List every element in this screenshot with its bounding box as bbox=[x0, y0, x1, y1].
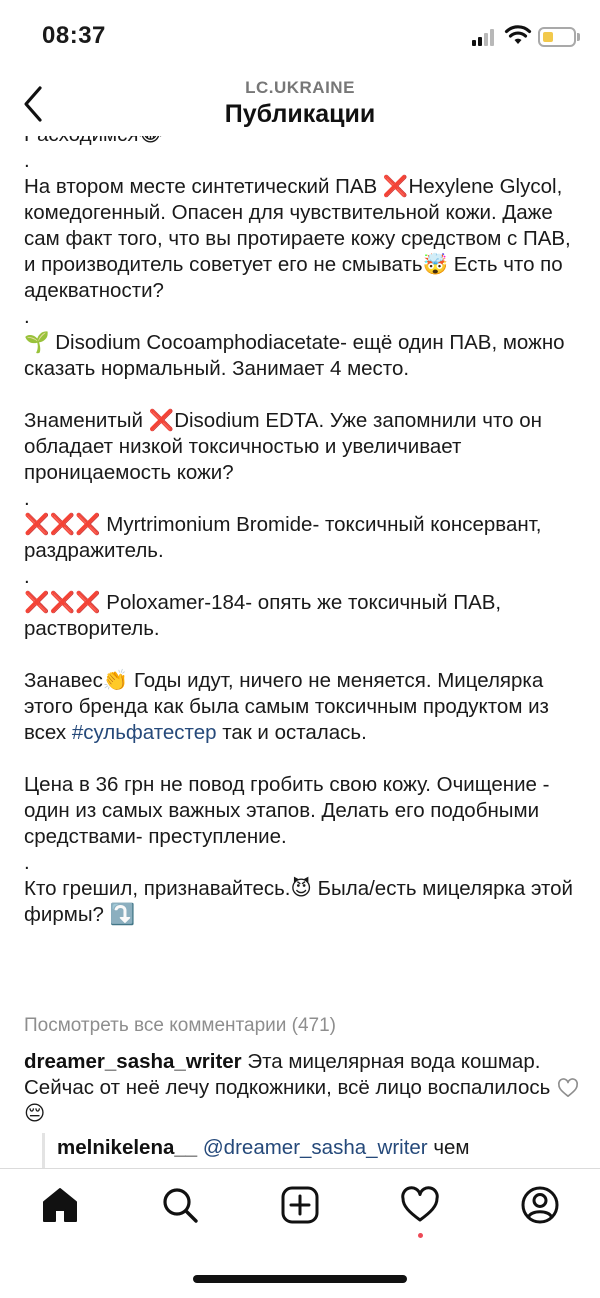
tab-new-post[interactable] bbox=[280, 1185, 320, 1225]
caption-line: . bbox=[24, 487, 30, 510]
status-bar bbox=[0, 0, 600, 72]
caption-line: Кто грешил, признавайтесь.😈 Была/есть мицелярка этой фирмы? ⤵️ bbox=[24, 877, 574, 926]
caption-line: Занавес👏 Годы идут, ничего не меняется. Мицелярка этого бренда как была самым токсичным продуктом из всех #сульфатестер так и осталась. bbox=[24, 669, 549, 744]
caption-line: . bbox=[24, 305, 30, 328]
account-name: LC.UKRAINE bbox=[245, 78, 355, 97]
heart-icon bbox=[400, 1185, 440, 1225]
tab-home[interactable] bbox=[40, 1185, 80, 1225]
cross-mark-icon: ❌❌❌ bbox=[24, 513, 101, 536]
post-caption bbox=[24, 122, 580, 928]
battery-tip bbox=[577, 33, 580, 41]
tab-profile[interactable] bbox=[520, 1185, 560, 1225]
cellular-signal-icon bbox=[472, 28, 498, 46]
home-icon bbox=[40, 1185, 80, 1225]
reply-username[interactable]: melnikelena__ bbox=[57, 1136, 198, 1159]
caption-line: На втором месте синтетический ПАВ ❌Hexylene Glycol, комедогенный. Опасен для чувствительной кожи. Даже сам факт того, что вы протираете кожу средством с ПАВ, и производитель советует его не смывать🤯 Есть что по адекватности? bbox=[24, 175, 571, 302]
activity-notification-dot bbox=[418, 1233, 423, 1238]
comment bbox=[24, 1049, 554, 1127]
caption-line: ❌❌❌ Poloxamer-184- опять же токсичный ПАВ, растворитель. bbox=[24, 591, 502, 640]
tab-activity[interactable] bbox=[400, 1185, 440, 1225]
add-post-icon bbox=[280, 1185, 320, 1225]
comment-text: Эта мицелярная вода кошмар. Сейчас от неё лечу подкожники, всё лицо воспалилось😔 bbox=[24, 1050, 551, 1125]
header bbox=[0, 72, 600, 136]
post-content[interactable] bbox=[0, 136, 600, 1168]
status-time: 08:37 bbox=[42, 22, 106, 49]
reply-text: чем bbox=[427, 1136, 470, 1159]
caption-line: Цена в 36 грн не повод гробить свою кожу. Очищение - один из самых важных этапов. Делать его подобными средствами- преступление. bbox=[24, 773, 550, 848]
cross-mark-icon: ❌❌❌ bbox=[24, 591, 101, 614]
caption-line: . bbox=[24, 149, 30, 172]
profile-icon bbox=[520, 1185, 560, 1225]
search-icon bbox=[160, 1185, 200, 1225]
tab-search[interactable] bbox=[160, 1185, 200, 1225]
wifi-icon bbox=[504, 24, 532, 46]
home-indicator[interactable] bbox=[193, 1275, 407, 1283]
tab-bar bbox=[0, 1168, 600, 1248]
reply-mention[interactable]: @dreamer_sasha_writer bbox=[202, 1136, 428, 1159]
comment-username[interactable]: dreamer_sasha_writer bbox=[24, 1050, 242, 1073]
caption-line: 🌱 Disodium Cocoamphodiacetate- ещё один ПАВ, можно сказать нормальный. Занимает 4 место. bbox=[24, 331, 565, 380]
battery-icon bbox=[538, 27, 576, 47]
cross-mark-icon: ❌ bbox=[148, 409, 175, 432]
cross-mark-icon: ❌ bbox=[382, 175, 409, 198]
view-all-comments-link[interactable]: Посмотреть все комментарии (471) bbox=[24, 1015, 337, 1036]
caption-line: . bbox=[24, 565, 30, 588]
comment-reply bbox=[42, 1133, 582, 1173]
caption-line: Знаменитый ❌Disodium EDTA. Уже запомнили что он обладает низкой токсичностью и увеличивает проницаемость кожи? bbox=[24, 409, 542, 484]
hashtag-link[interactable]: #сульфатестер bbox=[71, 721, 217, 744]
caption-line: . bbox=[24, 851, 30, 874]
page-title: Публикации bbox=[224, 100, 376, 128]
caption-line: ❌❌❌ Myrtrimonium Bromide- токсичный консервант, раздражитель. bbox=[24, 513, 542, 562]
heart-outline-icon[interactable] bbox=[557, 1078, 579, 1098]
